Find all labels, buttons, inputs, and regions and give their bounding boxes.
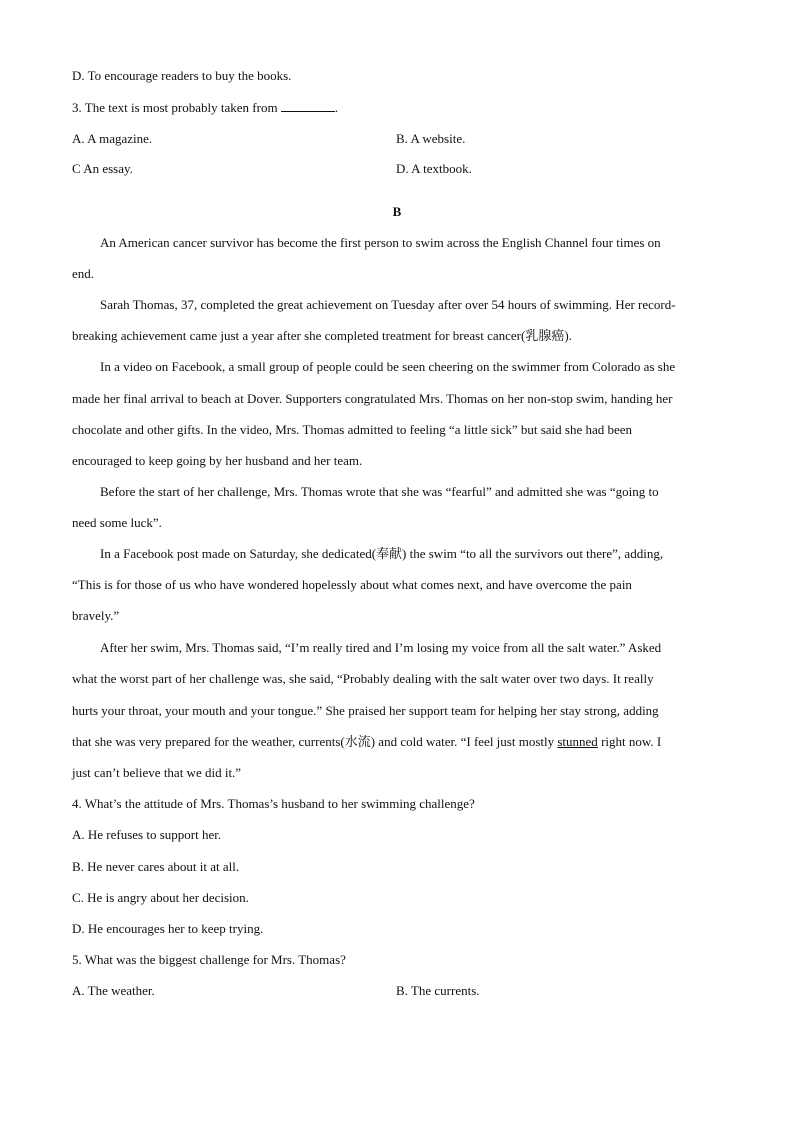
q4-stem: 4. What’s the attitude of Mrs. Thomas’s husband to her swimming challenge?	[72, 796, 475, 811]
q4-option-a: A. He refuses to support her.	[72, 827, 222, 842]
q5-option-b: B. The currents.	[396, 983, 480, 998]
passage-line: breaking achievement came just a year after she completed treatment for breast cancer(乳腺癌).	[72, 328, 572, 343]
q4-option-c: C. He is angry about her decision.	[72, 890, 249, 905]
q3-stem-end: .	[334, 100, 339, 115]
q2-option-d: D. To encourage readers to buy the books.	[72, 68, 292, 83]
passage-line: end.	[72, 266, 95, 281]
passage-line: In a Facebook post made on Saturday, she dedicated(奉献) the swim “to all the survivors out there”, adding,	[100, 546, 664, 561]
answer-blank	[281, 99, 335, 112]
passage-line	[72, 734, 661, 750]
passage-line: After her swim, Mrs. Thomas said, “I’m really tired and I’m losing my voice from all the salt water.” Asked	[100, 640, 662, 655]
q5-option-a: A. The weather.	[72, 983, 155, 998]
underlined-word: stunned	[557, 734, 598, 749]
section-title: B	[392, 204, 402, 219]
passage-line: need some luck”.	[72, 515, 162, 530]
passage-line: hurts your throat, your mouth and your tongue.” She praised her support team for helping her stay strong, adding	[72, 703, 659, 718]
q4-option-b: B. He never cares about it at all.	[72, 859, 240, 874]
passage-line: just can’t believe that we did it.”	[72, 765, 242, 780]
q3-stem	[72, 99, 338, 116]
q3-stem-text: 3. The text is most probably taken from	[72, 100, 278, 115]
passage-line: Sarah Thomas, 37, completed the great achievement on Tuesday after over 54 hours of swimming. Her record-	[100, 297, 676, 312]
q3-option-a: A. A magazine.	[72, 131, 153, 146]
passage-line: made her final arrival to beach at Dover. Supporters congratulated Mrs. Thomas on her non-stop swim, handing her	[72, 391, 673, 406]
passage-line: In a video on Facebook, a small group of people could be seen cheering on the swimmer from Colorado as she	[100, 359, 676, 374]
passage-line: bravely.”	[72, 608, 120, 623]
passage-line: chocolate and other gifts. In the video, Mrs. Thomas admitted to feeling “a little sick” but said she had been	[72, 422, 633, 437]
passage-line: “This is for those of us who have wondered hopelessly about what comes next, and have overcome the pain	[72, 577, 632, 592]
q3-option-d: D. A textbook.	[396, 161, 472, 176]
passage-text: right now. I	[601, 734, 662, 749]
passage-line: encouraged to keep going by her husband and her team.	[72, 453, 363, 468]
passage-line: Before the start of her challenge, Mrs. Thomas wrote that she was “fearful” and admitted she was “going to	[100, 484, 659, 499]
passage-line: An American cancer survivor has become the first person to swim across the English Channel four times on	[100, 235, 661, 250]
q3-option-b: B. A website.	[396, 131, 466, 146]
passage-line: what the worst part of her challenge was, she said, “Probably dealing with the salt water over two days. It really	[72, 671, 654, 686]
q5-stem: 5. What was the biggest challenge for Mrs. Thomas?	[72, 952, 346, 967]
q4-option-d: D. He encourages her to keep trying.	[72, 921, 264, 936]
passage-text: that she was very prepared for the weather, currents(水流) and cold water. “I feel just mostly	[72, 734, 555, 749]
q3-option-c: C An essay.	[72, 161, 133, 176]
